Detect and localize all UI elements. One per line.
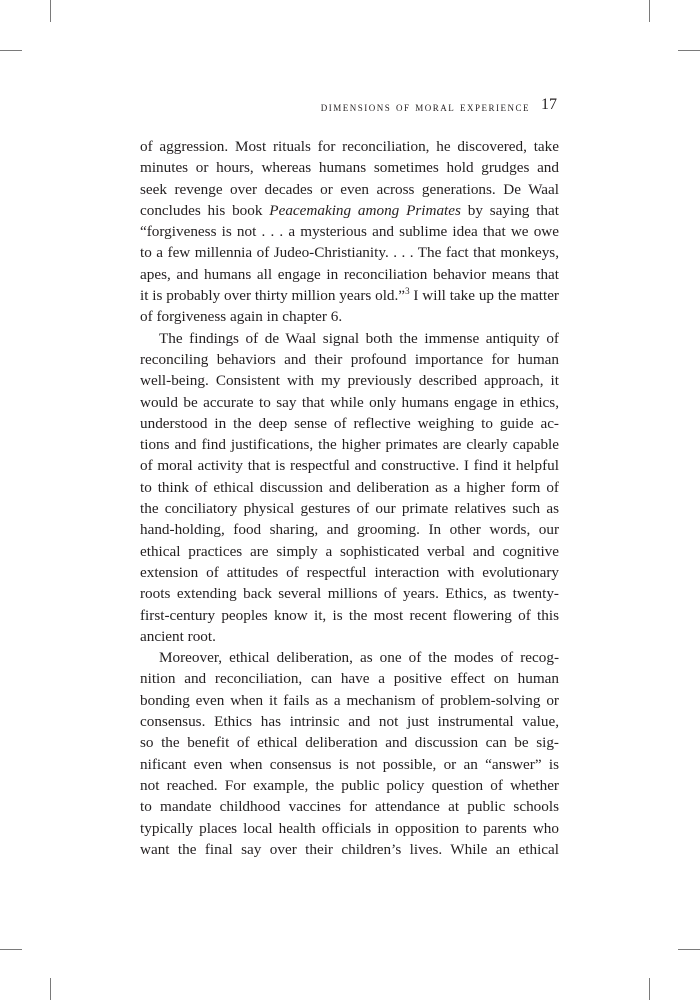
crop-mark-bottom-left xyxy=(50,978,51,1000)
text-line: ethical practices are simply a sophisticated verbal and cognitive xyxy=(140,542,559,560)
text-line: of forgiveness again in chapter 6. xyxy=(140,308,343,326)
text-segment: by saying that xyxy=(460,201,559,219)
text-line: nificant even when consensus is not possible, or an “answer” is xyxy=(140,755,559,773)
text-line: to a few millennia of Judeo-Christianity. . . . The fact that monkeys, xyxy=(140,244,559,262)
text-line: bonding even when it fails as a mechanism of problem-solving or xyxy=(140,691,559,709)
text-line: to think of ethical discussion and deliberation as a higher form of xyxy=(140,478,559,496)
text-line: minutes or hours, whereas humans sometimes hold grudges and xyxy=(140,159,559,177)
text-line: reconciling behaviors and their profound importance for human xyxy=(140,350,559,368)
footnote-reference[interactable]: 3 xyxy=(405,286,410,297)
text-line: hand-holding, food sharing, and grooming. In other words, our xyxy=(140,521,559,539)
text-line: consensus. Ethics has intrinsic and not just instrumental value, xyxy=(140,713,559,731)
text-line xyxy=(140,285,559,306)
crop-mark-bottom-left-h xyxy=(0,949,22,950)
running-head: dimensions of moral experience xyxy=(320,99,530,114)
text-line: ancient root. xyxy=(140,627,216,645)
page-number: 17 xyxy=(541,96,557,113)
text-line: of aggression. Most rituals for reconciliation, he discovered, take xyxy=(140,138,559,155)
text-segment: concludes his book xyxy=(140,201,270,219)
text-segment: it is probably over thirty million years old.” xyxy=(140,287,406,305)
text-line: seek revenge over decades or even across generations. De Waal xyxy=(140,180,559,198)
crop-mark-top-left-h xyxy=(0,50,22,51)
text-line: well-being. Consistent with my previously described approach, it xyxy=(140,372,559,390)
text-line: want the final say over their children’s lives. While an ethical xyxy=(140,840,559,858)
text-line: roots extending back several millions of years. Ethics, as twenty- xyxy=(140,585,559,603)
text-line: the conciliatory physical gestures of our primate relatives such as xyxy=(140,500,559,518)
crop-mark-top-right-h xyxy=(678,50,700,51)
text-segment: I will take up the matter xyxy=(409,287,559,305)
text-line: not reached. For example, the public policy question of whether xyxy=(140,776,559,794)
paragraph-3 xyxy=(140,647,559,860)
text-line: to mandate childhood vaccines for attendance at public schools xyxy=(140,798,559,816)
text-line: apes, and humans all engage in reconciliation behavior means that xyxy=(140,265,559,283)
crop-mark-bottom-right-h xyxy=(678,949,700,950)
paragraph-1 xyxy=(140,136,559,328)
crop-mark-top-left xyxy=(50,0,51,22)
crop-mark-top-right xyxy=(649,0,650,22)
text-line: first-century peoples know it, is the most recent flowering of this xyxy=(140,606,559,624)
text-line: understood in the deep sense of reflective weighing to guide ac- xyxy=(140,414,559,432)
text-line: nition and reconciliation, can have a positive effect on human xyxy=(140,670,559,688)
body-text xyxy=(140,136,559,860)
paragraph-2 xyxy=(140,328,559,647)
text-line: would be accurate to say that while only humans engage in ethics, xyxy=(140,393,559,411)
text-line: of moral activity that is respectful and constructive. I find it helpful xyxy=(140,457,559,475)
book-title: Peacemaking among Primates xyxy=(269,201,461,219)
text-line: so the benefit of ethical deliberation and discussion can be sig- xyxy=(140,734,559,752)
text-line xyxy=(140,200,559,221)
text-line: extension of attitudes of respectful interaction with evolutionary xyxy=(140,563,559,581)
crop-mark-bottom-right xyxy=(649,978,650,1000)
text-line: typically places local health officials in opposition to parents who xyxy=(140,819,559,837)
text-line: Moreover, ethical deliberation, as one of the modes of recog- xyxy=(159,649,559,667)
text-line: tions and find justifications, the higher primates are clearly capable xyxy=(140,436,559,454)
text-line: The findings of de Waal signal both the immense antiquity of xyxy=(159,329,559,347)
text-line: “forgiveness is not . . . a mysterious and sublime idea that we owe xyxy=(140,223,559,241)
